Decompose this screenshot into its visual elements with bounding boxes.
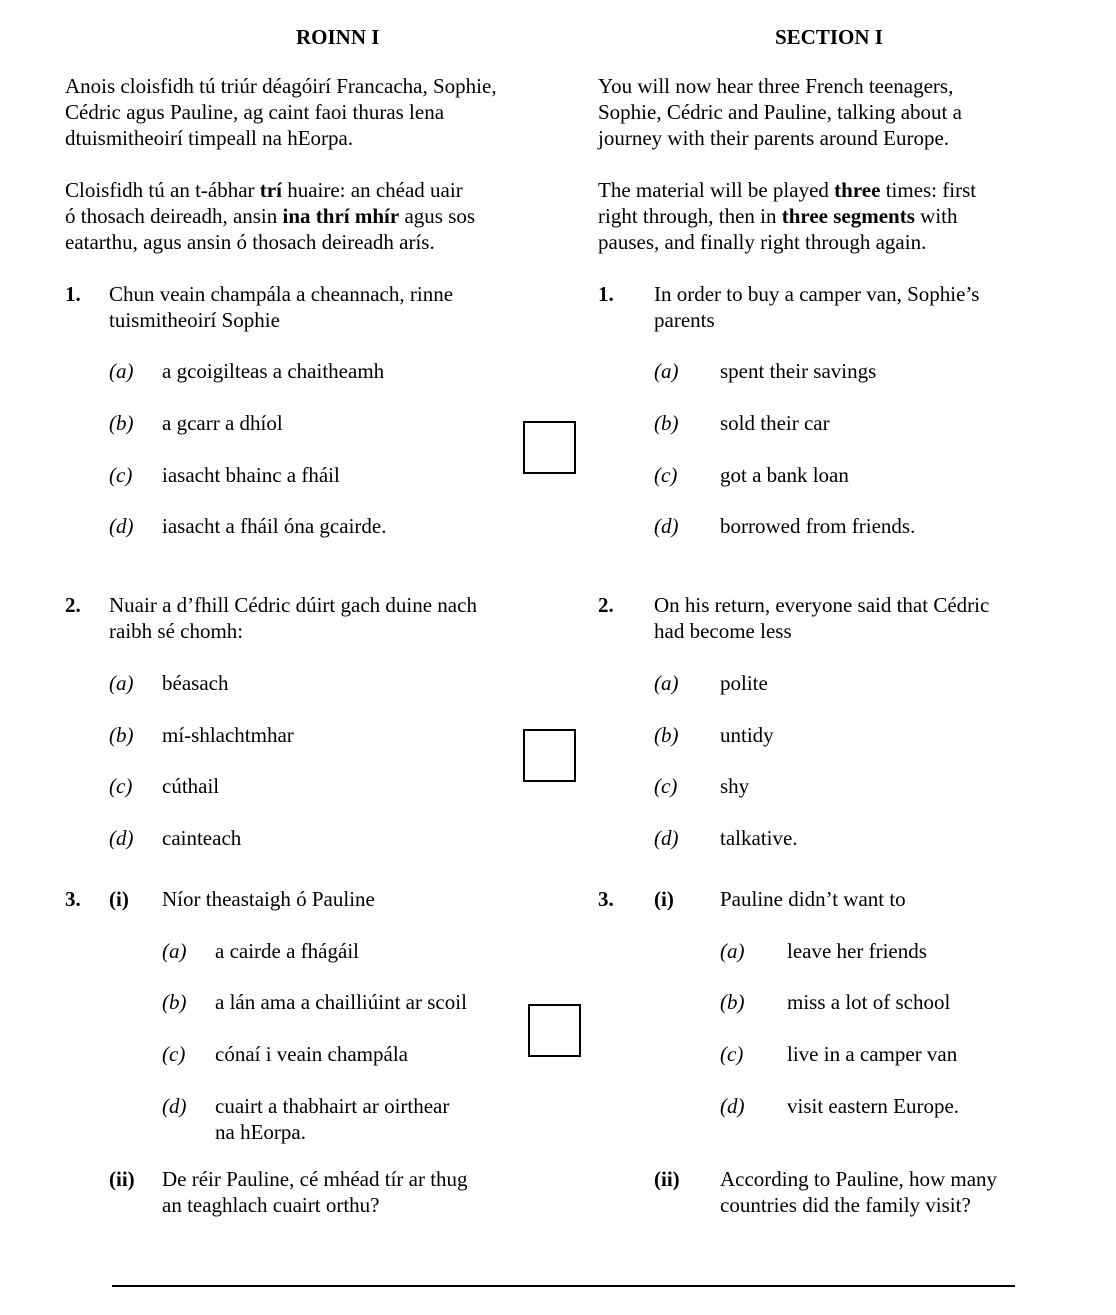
question-part-number: (i) xyxy=(654,887,674,911)
option-letter: (d) xyxy=(654,826,679,850)
option-letter: (d) xyxy=(720,1094,745,1118)
question-stem: In order to buy a camper van, Sophie’s xyxy=(654,282,980,306)
english-intro-line: You will now hear three French teenagers, xyxy=(598,74,954,98)
irish-section-heading: ROINN I xyxy=(296,25,380,49)
option-letter: (b) xyxy=(162,990,187,1014)
question-stem: Chun veain champála a cheannach, rinne xyxy=(109,282,454,306)
english-instructions-line: right through, then in three segments with xyxy=(598,204,958,228)
option-letter: (b) xyxy=(720,990,745,1014)
question-stem: Níor theastaigh ó Pauline xyxy=(162,887,375,911)
irish-instructions-line: Cloisfidh tú an t-ábhar trí huaire: an chéad uair xyxy=(65,178,463,202)
option-letter: (c) xyxy=(162,1042,186,1066)
option-text: iasacht bhainc a fháil xyxy=(162,463,340,487)
option-letter: (a) xyxy=(162,939,187,963)
question-stem: raibh sé chomh: xyxy=(109,619,244,643)
option-text: live in a camper van xyxy=(787,1042,958,1066)
question-stem: countries did the family visit? xyxy=(720,1193,971,1217)
option-text: leave her friends xyxy=(787,939,927,963)
option-text: miss a lot of school xyxy=(787,990,951,1014)
question-part-number: (i) xyxy=(109,887,129,911)
option-letter: (d) xyxy=(109,514,134,538)
english-section-heading: SECTION I xyxy=(775,25,883,49)
irish-intro-line: Cédric agus Pauline, ag caint faoi thuras lena xyxy=(65,100,445,124)
question-number: 3. xyxy=(598,887,614,911)
option-letter: (d) xyxy=(109,826,134,850)
option-letter: (c) xyxy=(109,774,133,798)
option-text: untidy xyxy=(720,723,774,747)
question-stem: De réir Pauline, cé mhéad tír ar thug xyxy=(162,1167,468,1191)
option-text: a gcarr a dhíol xyxy=(162,411,283,435)
option-text: na hEorpa. xyxy=(215,1120,306,1144)
question-stem: tuismitheoirí Sophie xyxy=(109,308,280,332)
english-intro-line: journey with their parents around Europe. xyxy=(598,126,950,150)
question-stem: According to Pauline, how many xyxy=(720,1167,998,1191)
option-letter: (c) xyxy=(654,774,678,798)
option-text: cuairt a thabhairt ar oirthear xyxy=(215,1094,450,1118)
question-part-number: (ii) xyxy=(654,1167,680,1191)
question-number: 3. xyxy=(65,887,81,911)
question-part-number: (ii) xyxy=(109,1167,135,1191)
option-text: mí-shlachtmhar xyxy=(162,723,294,747)
option-text: visit eastern Europe. xyxy=(787,1094,960,1118)
option-letter: (a) xyxy=(109,359,134,383)
option-letter: (b) xyxy=(109,723,134,747)
option-text: iasacht a fháil óna gcairde. xyxy=(162,514,387,538)
option-text: cúthail xyxy=(162,774,220,798)
question-stem: Nuair a d’fhill Cédric dúirt gach duine nach xyxy=(109,593,477,617)
question-number: 2. xyxy=(598,593,614,617)
option-text: sold their car xyxy=(720,411,830,435)
option-letter: (a) xyxy=(109,671,134,695)
option-letter: (a) xyxy=(654,671,679,695)
option-letter: (a) xyxy=(720,939,745,963)
english-intro-line: Sophie, Cédric and Pauline, talking about a xyxy=(598,100,962,124)
answer-box-question-2[interactable] xyxy=(523,729,576,782)
question-stem: parents xyxy=(654,308,715,332)
answer-line[interactable] xyxy=(112,1285,1015,1287)
option-letter: (b) xyxy=(654,723,679,747)
english-instructions-line: pauses, and finally right through again. xyxy=(598,230,927,254)
option-letter: (b) xyxy=(109,411,134,435)
option-text: cainteach xyxy=(162,826,242,850)
question-number: 1. xyxy=(65,282,81,306)
option-text: talkative. xyxy=(720,826,798,850)
option-text: borrowed from friends. xyxy=(720,514,916,538)
option-text: béasach xyxy=(162,671,229,695)
option-text: a gcoigilteas a chaitheamh xyxy=(162,359,385,383)
option-text: spent their savings xyxy=(720,359,877,383)
option-letter: (c) xyxy=(654,463,678,487)
irish-intro-line: Anois cloisfidh tú triúr déagóirí Francacha, Sophie, xyxy=(65,74,497,98)
option-letter: (a) xyxy=(654,359,679,383)
question-stem: Pauline didn’t want to xyxy=(720,887,906,911)
option-text: a lán ama a chailliúint ar scoil xyxy=(215,990,467,1014)
irish-instructions-line: ó thosach deireadh, ansin ina thrí mhír agus sos xyxy=(65,204,476,228)
irish-intro-line: dtuismitheoirí timpeall na hEorpa. xyxy=(65,126,354,150)
option-letter: (c) xyxy=(720,1042,744,1066)
option-text: got a bank loan xyxy=(720,463,849,487)
option-letter: (d) xyxy=(162,1094,187,1118)
option-text: a cairde a fhágáil xyxy=(215,939,359,963)
answer-box-question-1[interactable] xyxy=(523,421,576,474)
option-text: polite xyxy=(720,671,768,695)
option-text: cónaí i veain champála xyxy=(215,1042,408,1066)
option-text: shy xyxy=(720,774,750,798)
question-stem: had become less xyxy=(654,619,792,643)
question-number: 2. xyxy=(65,593,81,617)
answer-box-question-3[interactable] xyxy=(528,1004,581,1057)
english-instructions-line: The material will be played three times: first xyxy=(598,178,977,202)
question-number: 1. xyxy=(598,282,614,306)
question-stem: On his return, everyone said that Cédric xyxy=(654,593,990,617)
option-letter: (c) xyxy=(109,463,133,487)
irish-instructions-line: eatarthu, agus ansin ó thosach deireadh arís. xyxy=(65,230,435,254)
option-letter: (d) xyxy=(654,514,679,538)
option-letter: (b) xyxy=(654,411,679,435)
question-stem: an teaghlach cuairt orthu? xyxy=(162,1193,380,1217)
